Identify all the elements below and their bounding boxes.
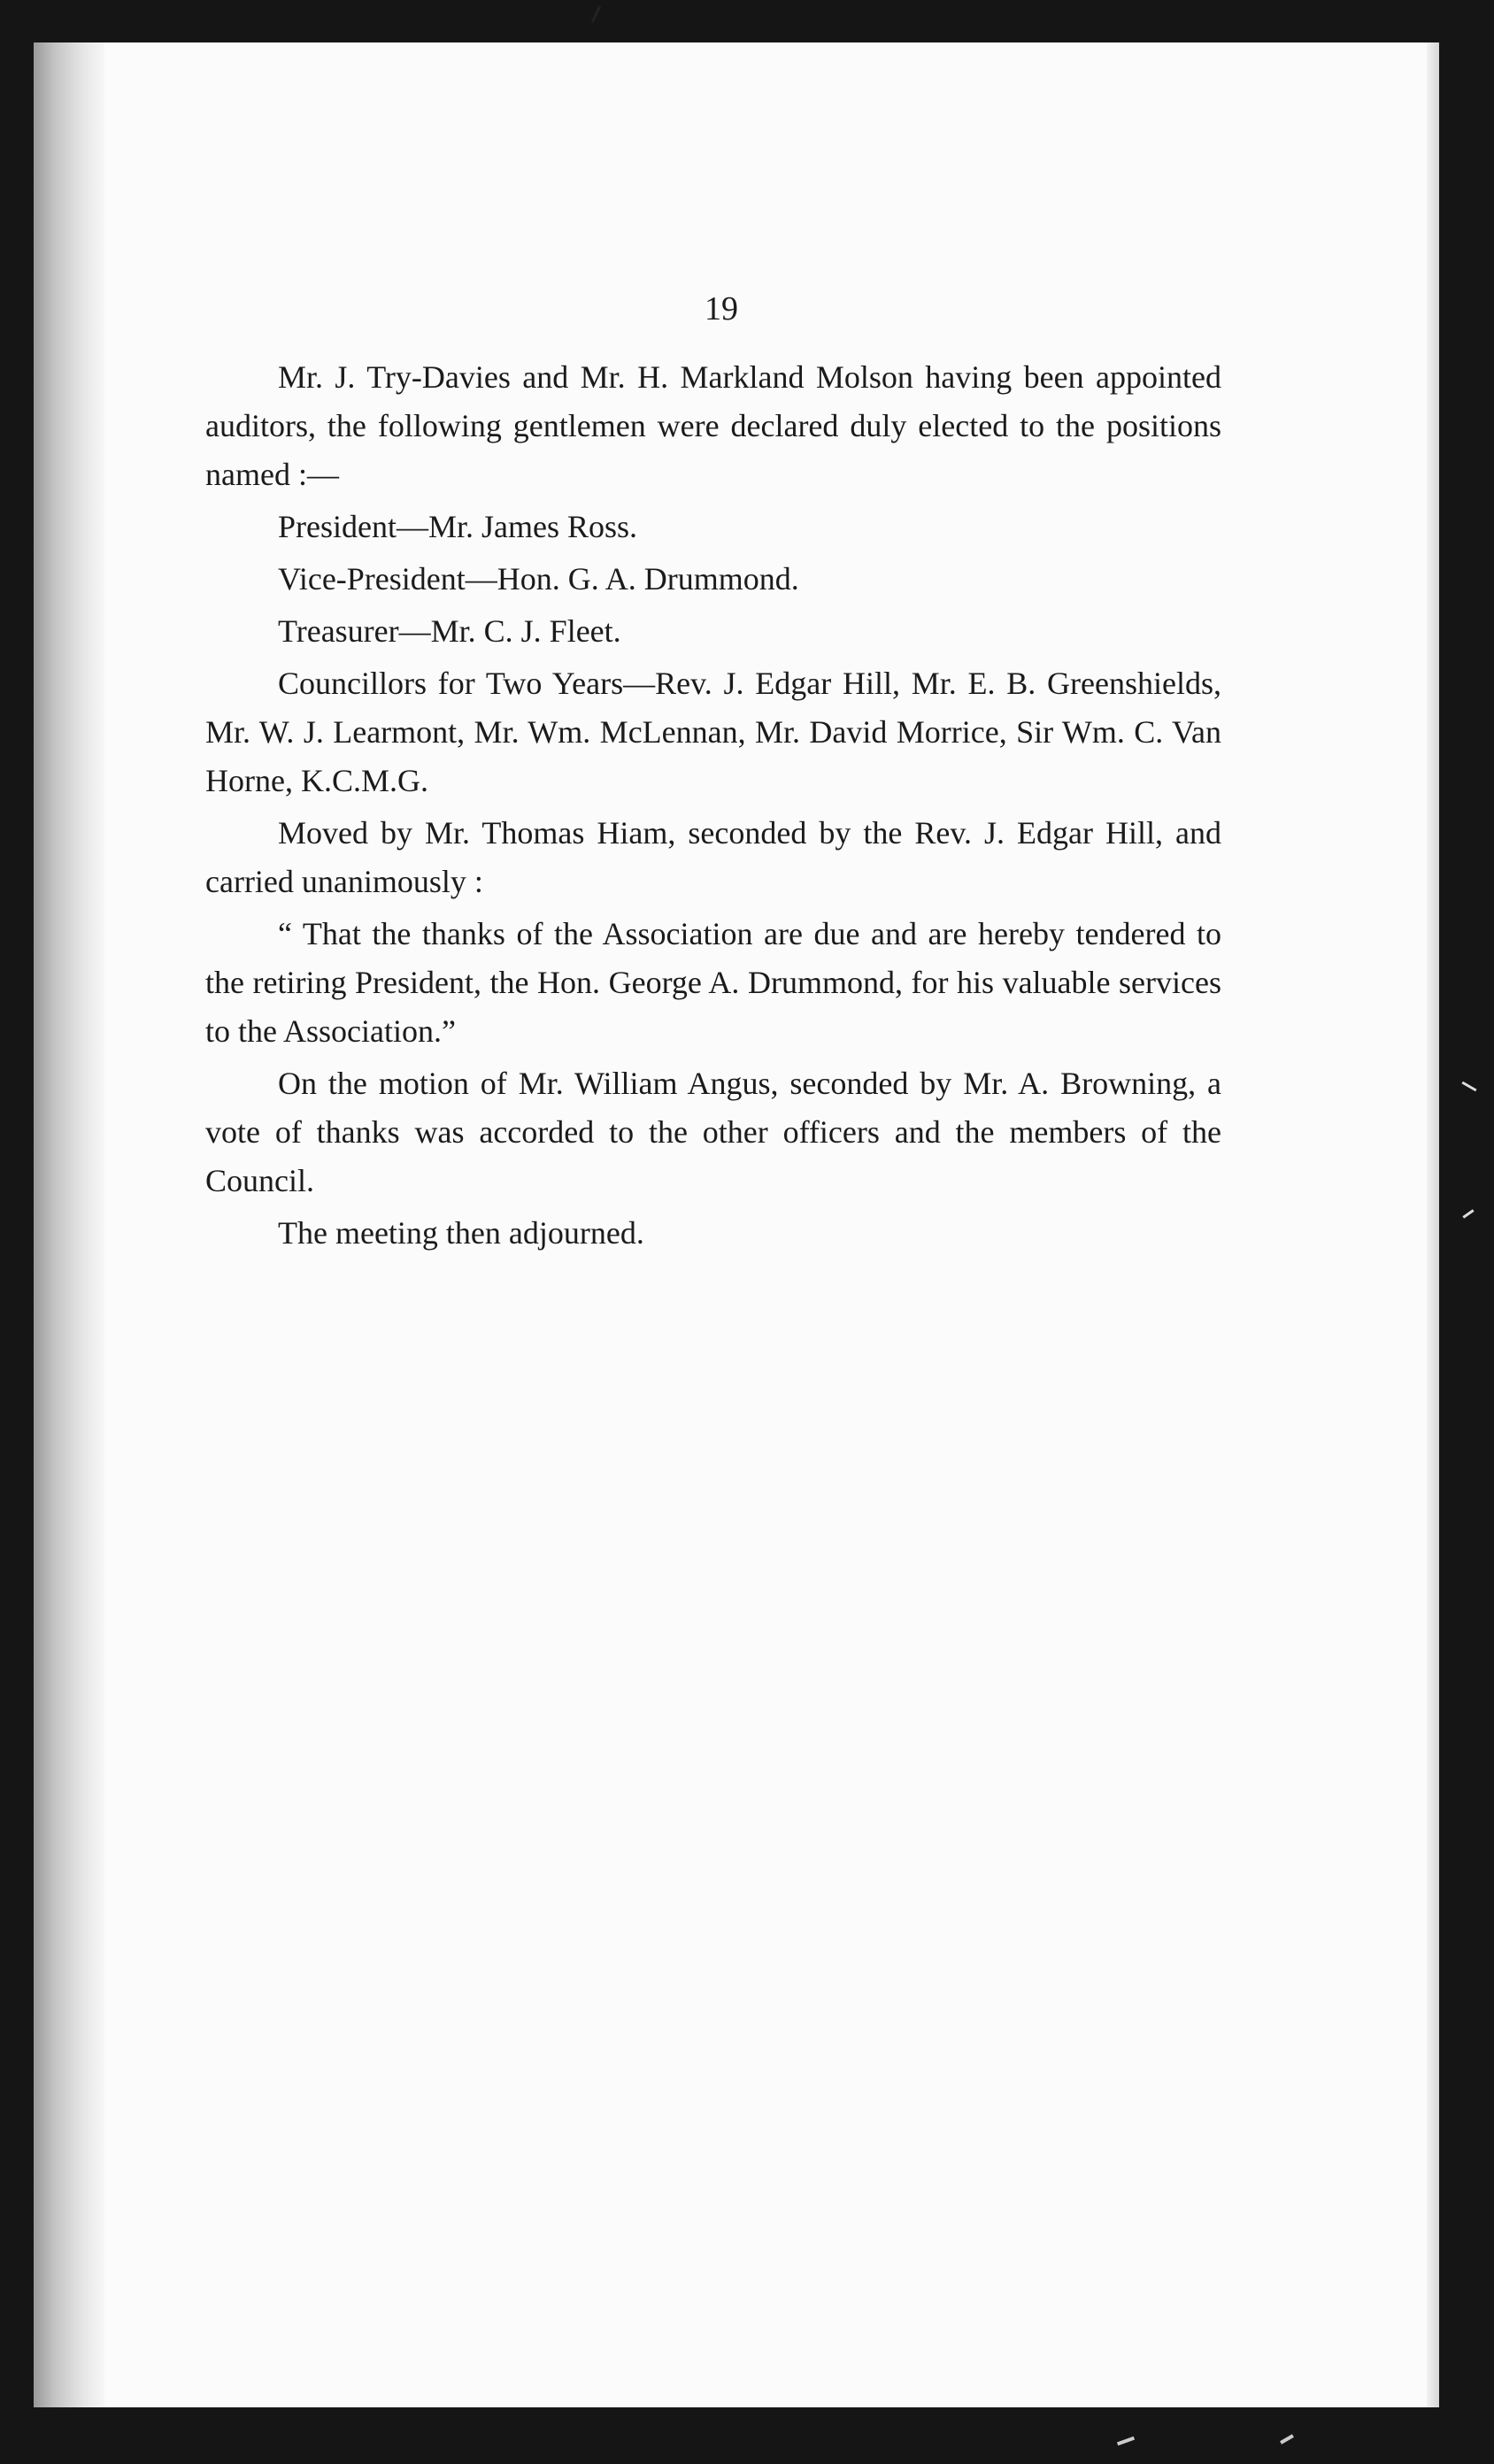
- scan-speck: [1280, 2434, 1294, 2444]
- page-number: 19: [705, 290, 738, 327]
- officer-president: President—Mr. James Ross.: [278, 509, 638, 544]
- officer-treasurer: Treasurer—Mr. C. J. Fleet.: [278, 613, 621, 649]
- page-edge-shadow: [1427, 42, 1439, 2407]
- page-text-block: [205, 285, 1221, 1261]
- paragraph-adjourned: The meeting then adjourned.: [278, 1215, 644, 1251]
- scan-speck: [1462, 1209, 1474, 1218]
- paragraph-resolution: “ That the thanks of the Association are due and are hereby tendered to the retiring President, the Hon. George A. Drummond, for his valuable services to the Association.”: [205, 916, 1221, 1049]
- paragraph-auditors: Mr. J. Try-Davies and Mr. H. Markland Molson having been appointed auditors, the following gentlemen were declared duly elected to the positions named :—: [205, 359, 1221, 492]
- scan-speck: [1461, 1082, 1476, 1092]
- paragraph-vote-of-thanks: On the motion of Mr. William Angus, seconded by Mr. A. Browning, a vote of thanks was accorded to the other officers and the members of the Council.: [205, 1066, 1221, 1198]
- scan-speck: [1117, 2437, 1135, 2446]
- paragraph-councillors: Councillors for Two Years—Rev. J. Edgar Hill, Mr. E. B. Greenshields, Mr. W. J. Learmont, Mr. Wm. McLennan, Mr. David Morrice, Sir Wm. C. Van Horne, K.C.M.G.: [205, 666, 1221, 798]
- page-gutter-shadow: [34, 42, 104, 2407]
- officer-vice-president: Vice-President—Hon. G. A. Drummond.: [278, 561, 799, 597]
- scan-speck: [591, 5, 601, 22]
- book-page: [34, 42, 1439, 2407]
- paragraph-motion-thanks: Moved by Mr. Thomas Hiam, seconded by the Rev. J. Edgar Hill, and carried unanimously :: [205, 815, 1221, 899]
